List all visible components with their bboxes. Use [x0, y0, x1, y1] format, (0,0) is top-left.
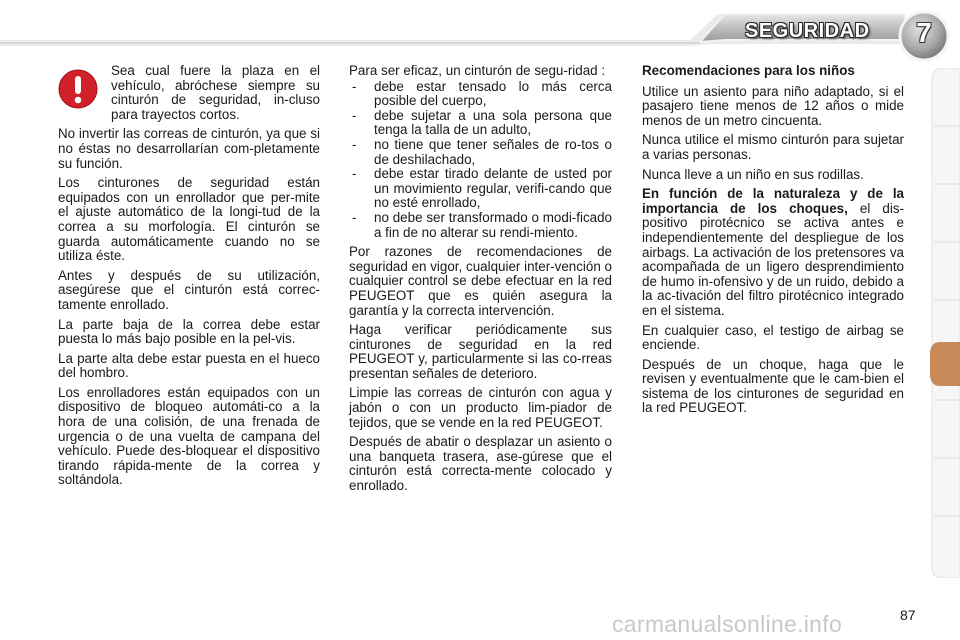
list-item: - no tiene que tener señales de ro-tos o de deshilachado, [349, 138, 612, 167]
requirements-list [349, 80, 612, 241]
watermark: carmanualsonline.info [612, 611, 843, 637]
paragraph: Después de abatir o desplazar un asiento o una banqueta trasera, ase-gúrese que el cinturón está correcta-mente colocado y enrollado. [349, 434, 612, 494]
exclamation-icon [58, 69, 98, 109]
paragraph: La parte baja de la correa debe estar puesta lo más bajo posible en la pel-vis. [58, 316, 320, 347]
column-right [642, 64, 904, 421]
paragraph: Antes y después de su utilización, asegúrese que el cinturón está correc-tamente enrollado. [58, 267, 320, 312]
warning-text: Sea cual fuere la plaza en el vehículo, abróchese siempre su cinturón de seguridad, in-cluso para trayectos cortos. [111, 63, 320, 122]
active-chapter-tab[interactable] [930, 342, 960, 386]
paragraph-rest: el dis-positivo pirotécnico se activa antes e independientemente del despliegue de los airbags. La activación de los pretensores va acompañada de un ligero desprendimiento de humo in-ofensivo y de un ruido, debido a la ac-tivación del filtro pirotécnico integrado en el sistema. [642, 200, 904, 318]
paragraph: Nunca lleve a un niño en sus rodillas. [642, 166, 864, 182]
list-item: - no debe ser transformado o modi-ficado a fin de no alterar su rendi-miento. [349, 211, 612, 240]
section-heading: Recomendaciones para los niños [642, 63, 855, 78]
paragraph: Utilice un asiento para niño adaptado, si el pasajero tiene menos de 12 años o mide menos de un metro cincuenta. [642, 83, 904, 128]
paragraph: En cualquier caso, el testigo de airbag se enciende. [642, 322, 904, 353]
paragraph: Haga verificar periódicamente sus cinturones de seguridad en la red PEUGEOT y, particularmente si las co-rreas presentan señales de deterioro. [349, 322, 612, 381]
list-item: - debe sujetar a una sola persona que tenga la talla de un adulto, [349, 109, 612, 138]
paragraph: Para ser eficaz, un cinturón de segu-ridad : [349, 63, 606, 78]
bold-lead: En función de la naturaleza y de la importancia de los choques, [642, 186, 904, 216]
paragraph: Los cinturones de seguridad están equipados con un enrollador que per-mite el ajuste automático de la longi-tud de la correa a su morfología. El cinturón se guarda automáticamente cuando no se utiliza éste. [58, 175, 320, 264]
paragraph: Después de un choque, haga que le revisen y eventualmente que le cam-bien el sistema de los cinturones de seguridad en la red PEUGEOT. [642, 356, 904, 416]
chapter-number: 7 [916, 17, 932, 48]
column-middle [349, 64, 612, 499]
paragraph: Por razones de recomendaciones de seguridad en vigor, cualquier inter-vención o cualquier control se debe efectuar en la red PEUGEOT que es quién asegura la garantía y la correcta intervención. [349, 244, 612, 318]
paragraph: No invertir las correas de cinturón, ya que si no éstas no desarrollarían com-pletamente su función. [58, 126, 320, 171]
list-item: - debe estar tensado lo más cerca posible del cuerpo, [349, 80, 612, 109]
paragraph: Los enrolladores están equipados con un dispositivo de bloqueo automáti-co a la hora de una colisión, de una frenada de urgencia o de una vuelta de campana del vehículo. Puede des-bloquear el dispositivo tirando rápida-mente de la correa y soltándola. [58, 384, 320, 488]
page-number: 87 [900, 607, 916, 623]
column-left [58, 64, 320, 493]
paragraph: La parte alta debe estar puesta en el hueco del hombro. [58, 350, 320, 381]
warning-block [58, 64, 320, 122]
section-title: SEGURIDAD [745, 20, 870, 42]
paragraph [642, 187, 904, 318]
chapter-tabs [928, 68, 960, 578]
page-header [0, 0, 960, 62]
paragraph: Nunca utilice el mismo cinturón para sujetar a varias personas. [642, 132, 904, 162]
paragraph: Limpie las correas de cinturón con agua y jabón o con un producto lim-piador de tejidos, que se vende en la red PEUGEOT. [349, 385, 612, 430]
list-item: - debe estar tirado delante de usted por un movimiento regular, verifi-cando que no esté enrollado, [349, 167, 612, 211]
